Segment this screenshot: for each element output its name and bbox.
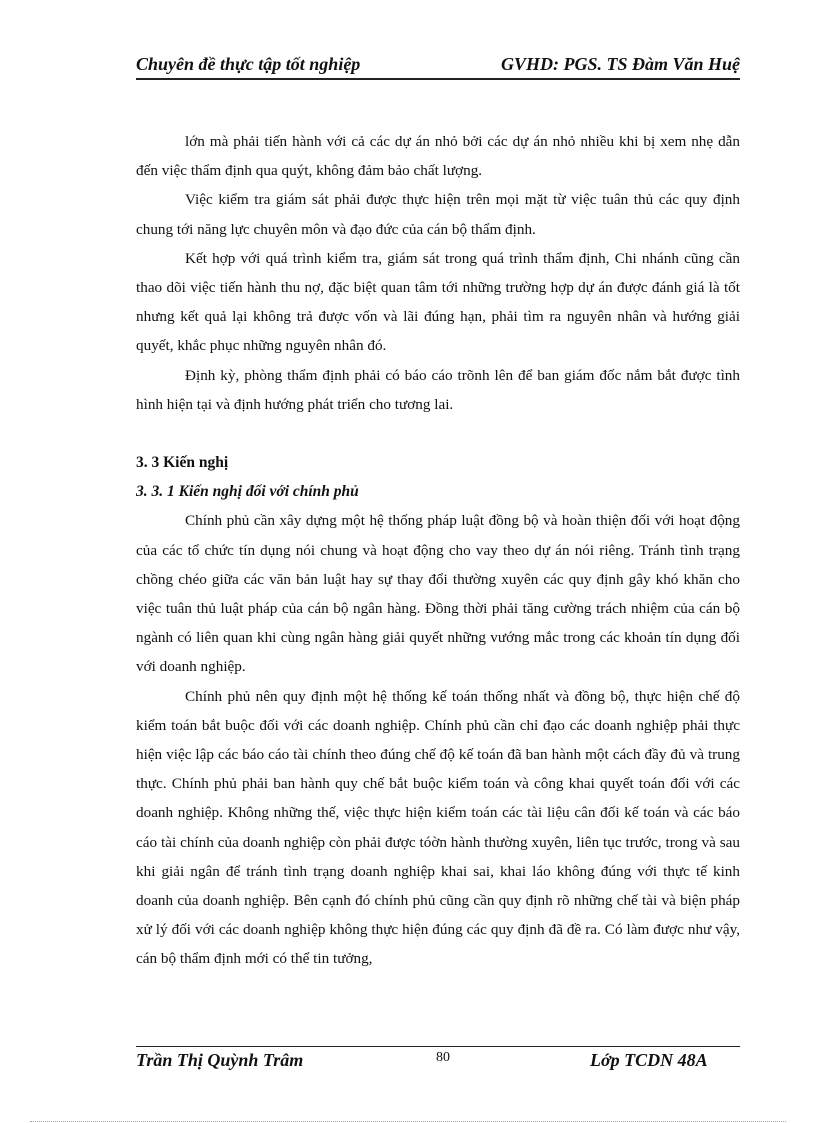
page-header [136,52,740,80]
section-heading: 3. 3 Kiến nghị [136,454,229,472]
paragraph-3: Kết hợp với quá trình kiểm tra, giám sát trong quá trình thẩm định, Chi nhánh cũng cần thao dõi việc tiến hành thu nợ, đặc biệt quan tâm tới những trường hợp dự án được đánh giá là tốt nhưng kết quả lại không trả được vốn và lãi đúng hạn, phải tìm ra nguyên nhân và hướng giải quyết, khắc phục những nguyên nhân đó. [136,249,740,355]
paragraph-5: Chính phủ cần xây dựng một hệ thống pháp luật đồng bộ và hoàn thiện đối với hoạt động của các tổ chức tín dụng nói chung và hoạt động cho vay theo dự án nói riêng. Tránh tình trạng chồng chéo giữa các văn bản luật hay sự thay đổi thường xuyên các quy định gây khó khăn cho việc tuân thủ luật pháp của cán bộ ngân hàng. Đồng thời phải tăng cường trách nhiệm của cán bộ ngành có liên quan khi cùng ngân hàng giải quyết những vướng mắc trong các khoản tín dụng đối với doanh nghiệp. [136,512,740,676]
page-bottom-border [30,1121,786,1122]
paragraph-4: Định kỳ, phòng thẩm định phải có báo cáo trõnh lên để ban giám đốc nắm bắt được tình hình hiện tại và định hướng phát triển cho tương lai. [136,366,740,413]
header-document-title: Chuyên đề thực tập tốt nghiệp [136,54,361,74]
subsection-heading: 3. 3. 1 Kiến nghị đối với chính phủ [136,483,359,501]
paragraph-6: Chính phủ nên quy định một hệ thống kế toán thống nhất và đồng bộ, thực hiện chế độ kiểm toán bắt buộc đối với các doanh nghiệp. Chính phủ cần chỉ đạo các doanh nghiệp phải thực hiện việc lập các báo cáo tài chính theo đúng chế độ kế toán đã ban hành một cách đầy đủ và trung thực. Chính phủ phải ban hành quy chế bắt buộc kiểm toán và công khai quyết toán đối với các doanh nghiệp. Không những thế, việc thực hiện kiểm toán các tài liệu cân đối kế toán và các báo cáo tài chính của doanh nghiệp còn phải được tóờn hành thường xuyên, liên tục trước, trong và sau khi giải ngân để tránh tình trạng doanh nghiệp khai sai, khai láo không đúng với thực tế kinh doanh của doanh nghiệp. Bên cạnh đó chính phủ cũng cần quy định rõ những chế tài và biện pháp xử lý đối với các doanh nghiệp không thực hiện đúng các quy định đã đề ra. Có làm được như vậy, cán bộ thẩm định mới có thể tin tưởng, [136,687,740,968]
page-body [136,127,740,974]
footer-class: Lớp TCDN 48A [590,1050,708,1070]
section-gap [136,419,740,448]
header-advisor: GVHD: PGS. TS Đàm Văn Huệ [500,54,740,74]
paragraph-2: Việc kiểm tra giám sát phải được thực hiện trên mọi mặt từ việc tuân thủ các quy định chung tới năng lực chuyên môn và đạo đức của cán bộ thẩm định. [136,191,740,238]
footer-rule [136,1046,740,1047]
footer-author: Trần Thị Quỳnh Trâm [136,1050,304,1070]
page-number: 80 [436,1050,450,1065]
paragraph-1: lớn mà phải tiến hành với cả các dự án nhỏ bởi các dự án nhỏ nhiều khi bị xem nhẹ dẫn đến việc thẩm định qua quýt, không đảm bảo chất lượng. [136,133,740,180]
